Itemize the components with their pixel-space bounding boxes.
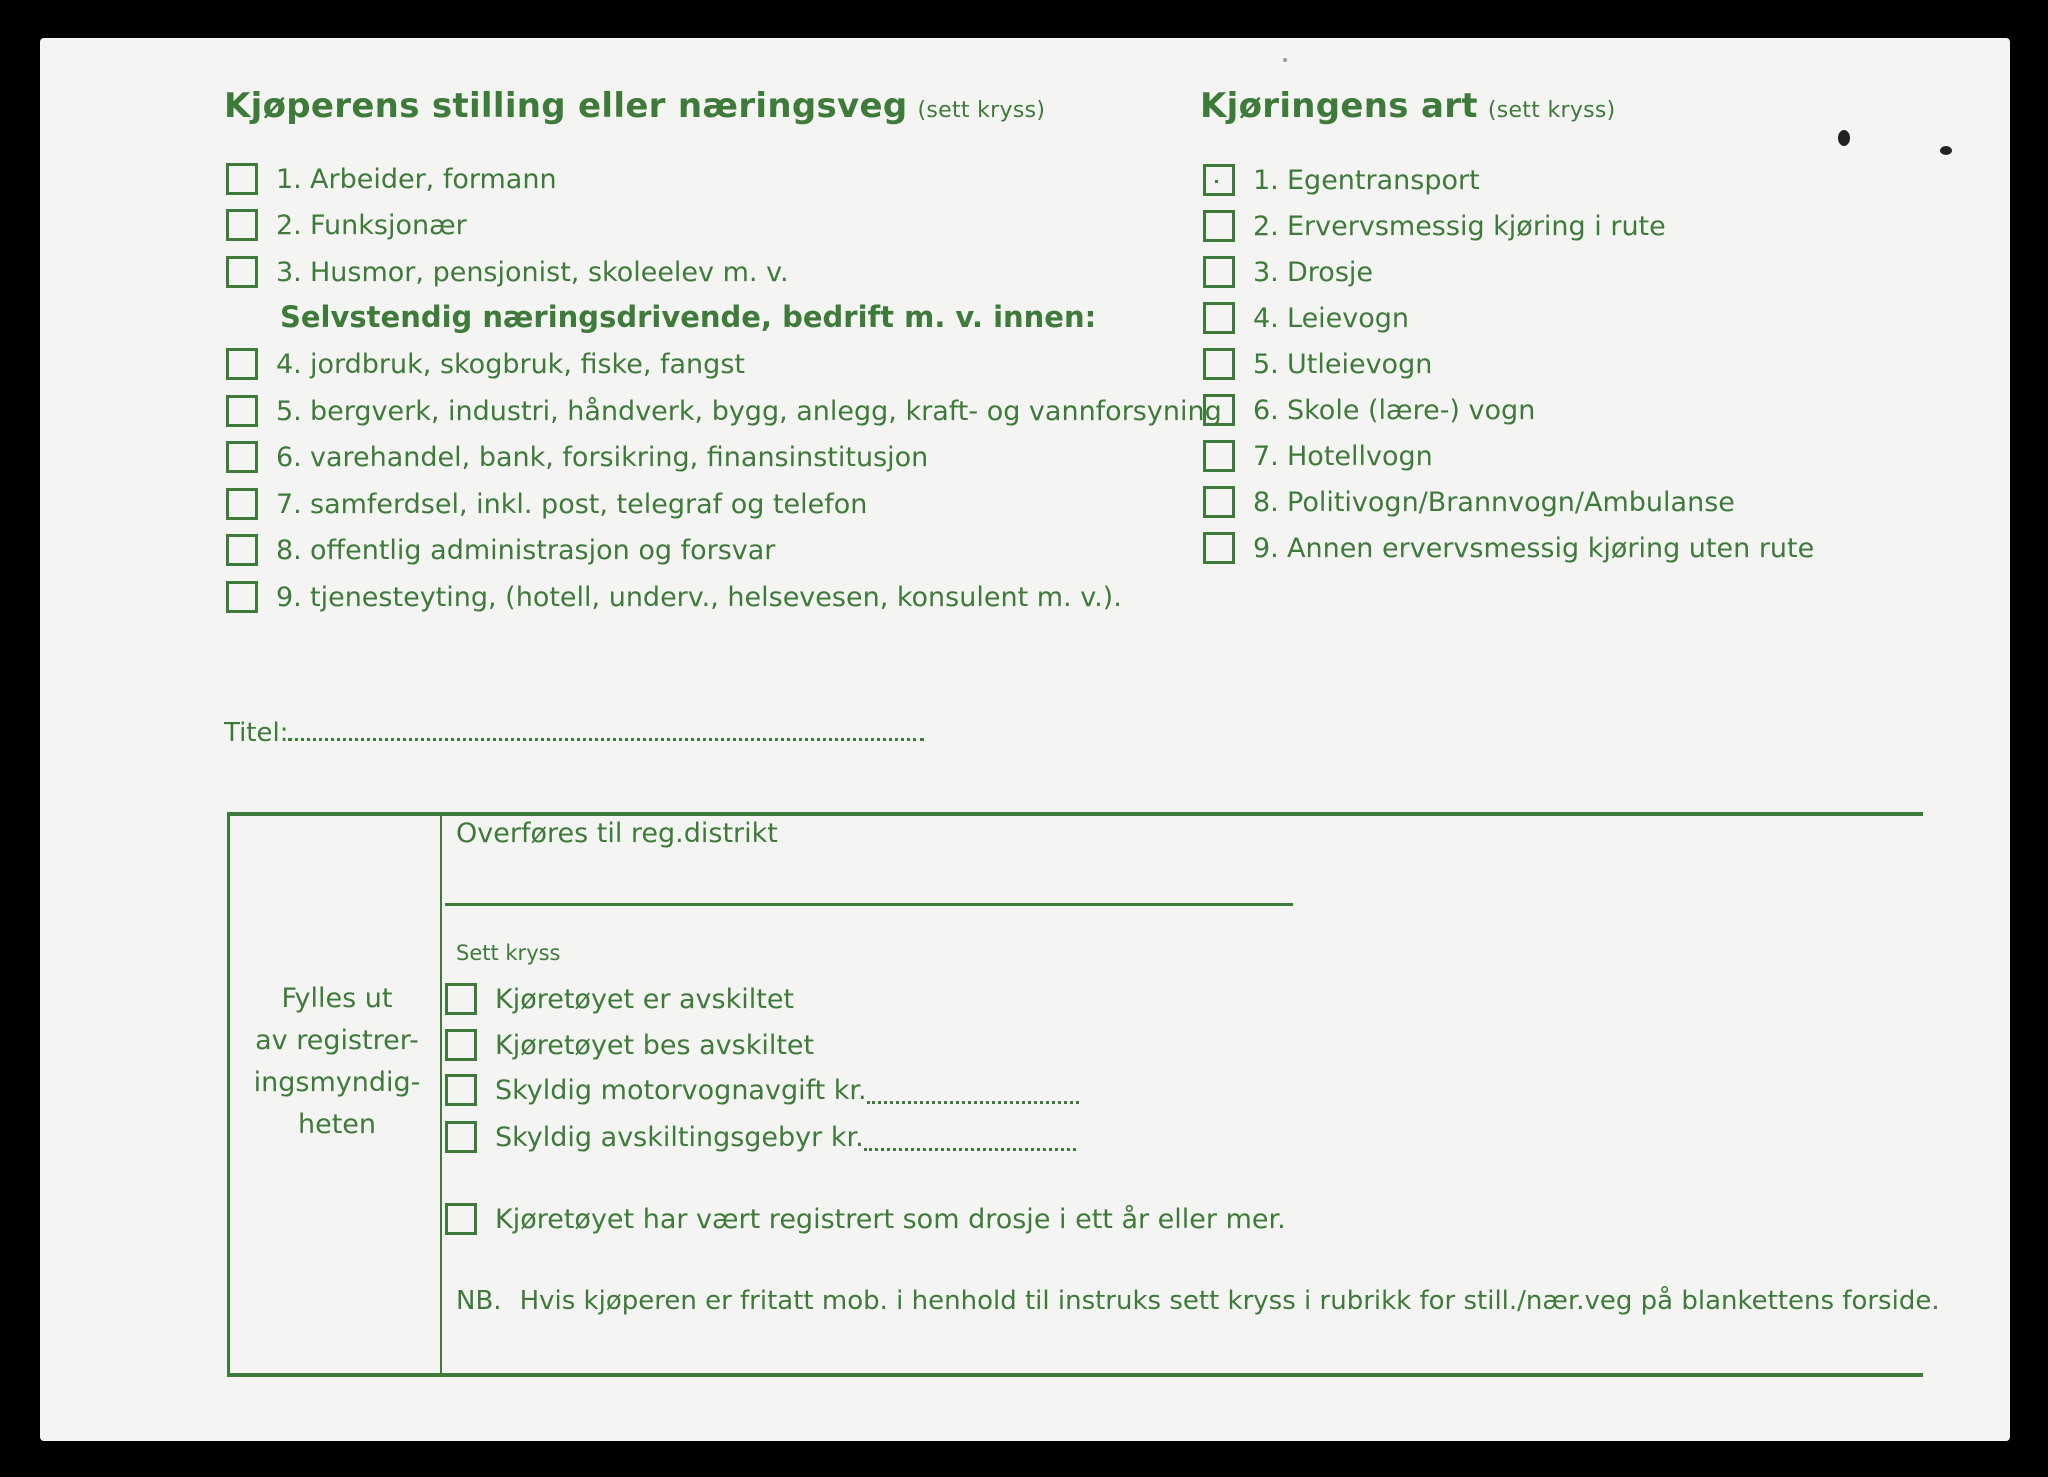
option-number: 5. xyxy=(1253,348,1279,380)
registration-check-4[interactable] xyxy=(445,1117,1076,1157)
option-label: Arbeider, formann xyxy=(310,163,557,195)
driving-option-9[interactable] xyxy=(1203,528,1814,568)
nb-text: Hvis kjøperen er fritatt mob. i henhold til instruks sett kryss i rubrikk for still./nær.veg på blankettens forside. xyxy=(519,1286,1940,1316)
form-card xyxy=(40,38,2010,1441)
option-label: offentlig administrasjon og forsvar xyxy=(310,534,776,566)
nb-note xyxy=(456,1286,1940,1316)
bottom-box-bottom-rule xyxy=(227,1373,1923,1377)
transfer-input-line[interactable] xyxy=(445,903,1293,906)
checkbox[interactable] xyxy=(1203,394,1235,426)
checkbox[interactable] xyxy=(226,488,258,520)
driving-option-3[interactable] xyxy=(1203,252,1373,292)
authority-note xyxy=(232,978,442,1146)
driving-option-7[interactable] xyxy=(1203,436,1433,476)
amount-dotted-line[interactable] xyxy=(867,1077,1079,1104)
option-label: bergverk, industri, håndverk, bygg, anlegg, kraft- og vannforsyning xyxy=(310,395,1222,427)
option-label: Skole (lære-) vogn xyxy=(1287,394,1536,426)
ink-speck xyxy=(1283,58,1287,62)
check-label: Skyldig avskiltingsgebyr kr. xyxy=(495,1121,864,1153)
option-label: Politivogn/Brannvogn/Ambulanse xyxy=(1287,486,1735,518)
checkbox[interactable] xyxy=(226,163,258,195)
left-section-title xyxy=(224,86,1045,126)
authority-note-line: av registrer- xyxy=(255,1025,419,1056)
right-title-note: (sett kryss) xyxy=(1487,98,1616,123)
occupation-option-1[interactable] xyxy=(226,159,557,199)
checkbox[interactable] xyxy=(1203,440,1235,472)
option-label: samferdsel, inkl. post, telegraf og telefon xyxy=(310,488,868,520)
right-title-text: Kjøringens art xyxy=(1200,86,1478,126)
left-title-text: Kjøperens stilling eller næringsveg xyxy=(224,86,908,126)
option-number: 8. xyxy=(1253,486,1279,518)
check-label: Kjøretøyet er avskiltet xyxy=(495,983,795,1015)
checkbox[interactable] xyxy=(1203,302,1235,334)
checkbox[interactable] xyxy=(445,1121,477,1153)
checkbox[interactable] xyxy=(226,209,258,241)
option-label: Hotellvogn xyxy=(1287,440,1433,472)
occupation-option-3[interactable] xyxy=(226,252,789,292)
titel-field[interactable] xyxy=(224,716,924,748)
occupation-option-4[interactable] xyxy=(226,344,745,384)
driving-option-8[interactable] xyxy=(1203,482,1735,522)
tick-mark-icon xyxy=(1215,180,1218,183)
right-section-title xyxy=(1200,86,1616,126)
option-label: Egentransport xyxy=(1287,164,1480,196)
checkbox[interactable] xyxy=(226,395,258,427)
occupation-option-7[interactable] xyxy=(226,484,867,524)
driving-option-2[interactable] xyxy=(1203,206,1666,246)
amount-dotted-line[interactable] xyxy=(864,1124,1076,1151)
registration-check-1[interactable] xyxy=(445,979,794,1019)
drosje-check[interactable] xyxy=(445,1199,1286,1239)
checkbox[interactable] xyxy=(226,348,258,380)
option-number: 1. xyxy=(1253,164,1279,196)
checkbox-checked[interactable] xyxy=(1203,164,1235,196)
occupation-option-5[interactable] xyxy=(226,391,1222,431)
option-label: Leievogn xyxy=(1287,302,1410,334)
bottom-box-left-rule xyxy=(227,812,230,1377)
option-number: 7. xyxy=(276,488,302,520)
option-label: Funksjonær xyxy=(310,209,467,241)
option-number: 8. xyxy=(276,534,302,566)
registration-check-2[interactable] xyxy=(445,1025,814,1065)
ink-speck xyxy=(1940,146,1952,155)
occupation-option-6[interactable] xyxy=(226,437,928,477)
titel-label: Titel: xyxy=(224,718,289,748)
option-number: 4. xyxy=(1253,302,1279,334)
authority-note-line: Fylles ut xyxy=(281,983,393,1014)
check-label: Skyldig motorvognavgift kr. xyxy=(495,1074,867,1106)
checkbox[interactable] xyxy=(1203,348,1235,380)
checkbox[interactable] xyxy=(445,1203,477,1235)
option-number: 4. xyxy=(276,348,302,380)
option-label: Drosje xyxy=(1287,256,1373,288)
checkbox[interactable] xyxy=(445,983,477,1015)
option-number: 2. xyxy=(276,209,302,241)
checkbox[interactable] xyxy=(1203,486,1235,518)
nb-label: NB. xyxy=(456,1286,502,1316)
option-label: Ervervsmessig kjøring i rute xyxy=(1287,210,1666,242)
check-label: Kjøretøyet har vært registrert som drosje i ett år eller mer. xyxy=(495,1203,1286,1235)
checkbox[interactable] xyxy=(1203,256,1235,288)
option-number: 7. xyxy=(1253,440,1279,472)
checkbox[interactable] xyxy=(445,1029,477,1061)
self-employed-subheading: Selvstendig næringsdrivende, bedrift m. v. innen: xyxy=(280,300,1097,334)
option-number: 3. xyxy=(1253,256,1279,288)
checkbox[interactable] xyxy=(226,256,258,288)
driving-option-1[interactable] xyxy=(1203,160,1480,200)
occupation-option-9[interactable] xyxy=(226,577,1122,617)
option-label: varehandel, bank, forsikring, finansinstitusjon xyxy=(310,441,929,473)
ink-speck xyxy=(1838,130,1850,146)
checkbox[interactable] xyxy=(1203,532,1235,564)
checkbox[interactable] xyxy=(226,581,258,613)
option-number: 9. xyxy=(1253,532,1279,564)
option-label: jordbruk, skogbruk, fiske, fangst xyxy=(310,348,745,380)
transfer-label: Overføres til reg.distrikt xyxy=(456,818,778,849)
option-number: 9. xyxy=(276,581,302,613)
driving-option-6[interactable] xyxy=(1203,390,1535,430)
titel-dotted-line[interactable] xyxy=(288,716,924,741)
option-number: 2. xyxy=(1253,210,1279,242)
checkbox[interactable] xyxy=(226,441,258,473)
authority-note-line: heten xyxy=(297,1109,377,1140)
option-label: Annen ervervsmessig kjøring uten rute xyxy=(1287,532,1815,564)
occupation-option-2[interactable] xyxy=(226,205,467,245)
checkbox[interactable] xyxy=(445,1074,477,1106)
authority-note-line: ingsmyndig- xyxy=(253,1067,421,1098)
driving-option-5[interactable] xyxy=(1203,344,1432,384)
option-number: 3. xyxy=(276,256,302,288)
driving-option-4[interactable] xyxy=(1203,298,1409,338)
bottom-box-top-rule xyxy=(227,812,1923,816)
option-number: 6. xyxy=(1253,394,1279,426)
checkbox[interactable] xyxy=(226,534,258,566)
option-number: 6. xyxy=(276,441,302,473)
occupation-option-8[interactable] xyxy=(226,530,775,570)
left-title-note: (sett kryss) xyxy=(917,98,1046,123)
sett-kryss-label: Sett kryss xyxy=(456,941,561,965)
checkbox[interactable] xyxy=(1203,210,1235,242)
option-label: tjenesteyting, (hotell, underv., helsevesen, konsulent m. v.). xyxy=(310,581,1122,613)
option-number: 5. xyxy=(276,395,302,427)
option-label: Husmor, pensjonist, skoleelev m. v. xyxy=(310,256,789,288)
option-label: Utleievogn xyxy=(1287,348,1433,380)
check-label: Kjøretøyet bes avskiltet xyxy=(495,1029,815,1061)
registration-check-3[interactable] xyxy=(445,1070,1079,1110)
option-number: 1. xyxy=(276,163,302,195)
